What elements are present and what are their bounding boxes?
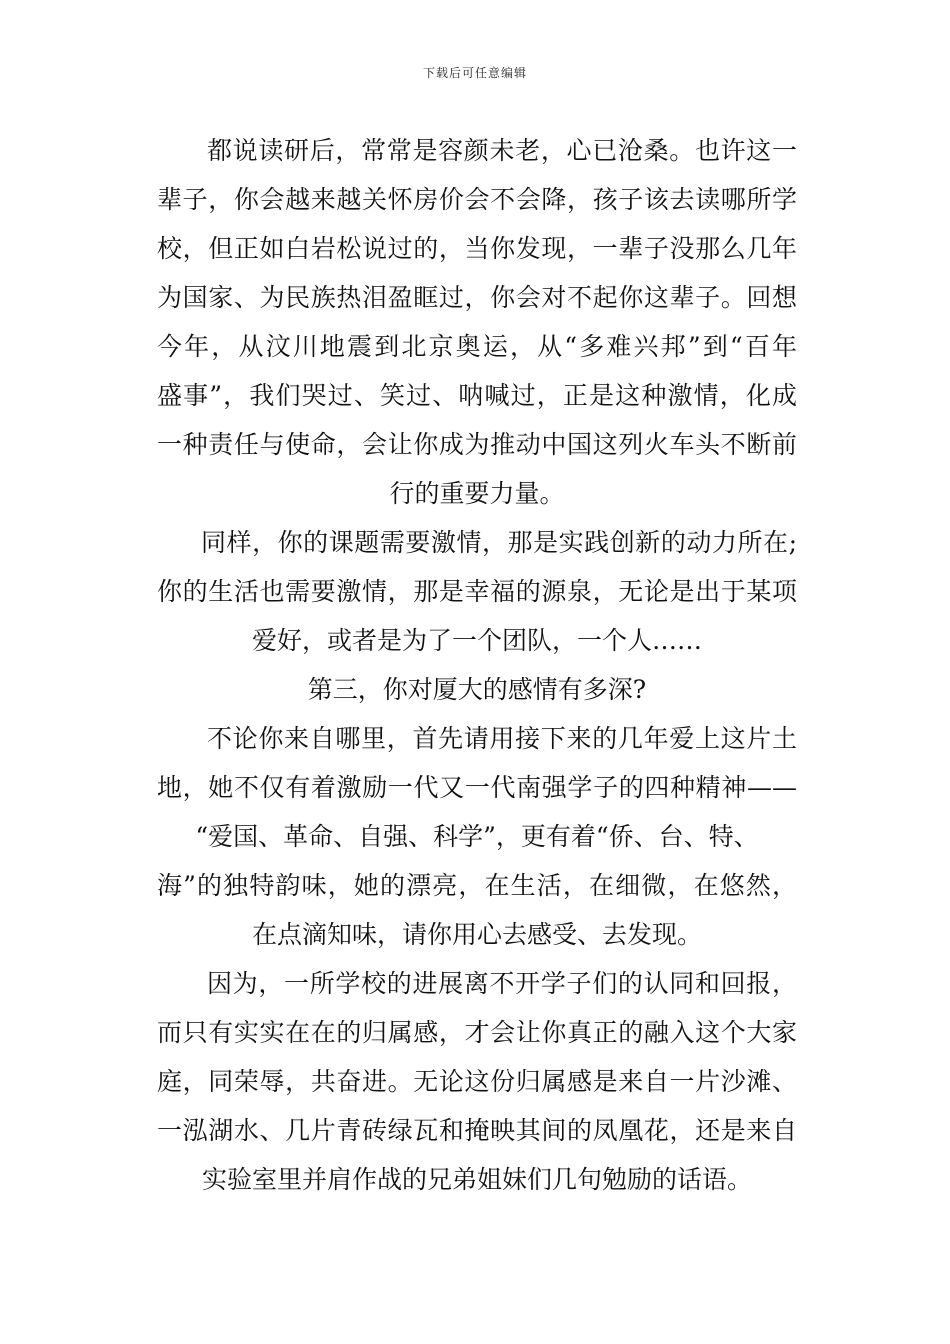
- text-line: 实验室里并肩作战的兄弟姐妹们几句勉励的话语。: [201, 1165, 752, 1194]
- paragraph-3: [157, 714, 797, 959]
- text-line: 你的生活也需要激情，那是幸福的源泉，无论是出于某项: [157, 577, 797, 606]
- text-line: 一种责任与使命，会让你成为推动中国这列火车头不断前: [157, 430, 797, 459]
- text-line: 盛事”，我们哭过、笑过、呐喊过，正是这种激情，化成: [157, 381, 797, 410]
- paragraph-1: [157, 126, 797, 518]
- section-heading: [157, 665, 797, 714]
- text-line: 同样，你的课题需要激情，那是实践创新的动力所在;: [201, 528, 797, 557]
- heading-line: 第三，你对厦大的感情有多深?: [307, 675, 647, 704]
- text-line: 庭，同荣辱，共奋进。无论这份归属感是来自一片沙滩、: [157, 1067, 797, 1096]
- text-line: 在点滴知味，请你用心去感受、去发现。: [251, 920, 702, 949]
- text-line: 因为，一所学校的进展离不开学子们的认同和回报，: [207, 969, 797, 998]
- text-line: “爱国、革命、自强、科学”，更有着“侨、台、特、: [195, 822, 759, 851]
- text-line: 一泓湖水、几片青砖绿瓦和掩映其间的凤凰花，还是来自: [157, 1116, 797, 1145]
- text-line: 地，她不仅有着激励一代又一代南强学子的四种精神——: [157, 773, 797, 802]
- text-line: 而只有实实在在的归属感，才会让你真正的融入这个大家: [157, 1018, 797, 1047]
- text-line: 今年，从汶川地震到北京奥运，从“多难兴邦”到“百年: [157, 332, 797, 361]
- document-body: [157, 126, 797, 1204]
- text-line: 爱好，或者是为了一个团队，一个人……: [251, 626, 702, 655]
- text-line: 辈子，你会越来越关怀房价会不会降，孩子该去读哪所学: [157, 185, 797, 214]
- text-line: 海”的独特韵味，她的漂亮，在生活，在细微，在悠然，: [157, 871, 797, 900]
- paragraph-2: [157, 518, 797, 665]
- page-header: 下载后可任意编辑: [422, 66, 527, 80]
- paragraph-4: [157, 959, 797, 1204]
- text-line: 校，但正如白岩松说过的，当你发现，一辈子没那么几年: [157, 234, 797, 263]
- text-line: 都说读研后，常常是容颜未老，心已沧桑。也许这一: [207, 136, 797, 165]
- text-line: 不论你来自哪里，首先请用接下来的几年爱上这片土: [207, 724, 797, 753]
- text-line: 行的重要力量。: [389, 479, 565, 508]
- text-line: 为国家、为民族热泪盈眶过，你会对不起你这辈子。回想: [157, 283, 797, 312]
